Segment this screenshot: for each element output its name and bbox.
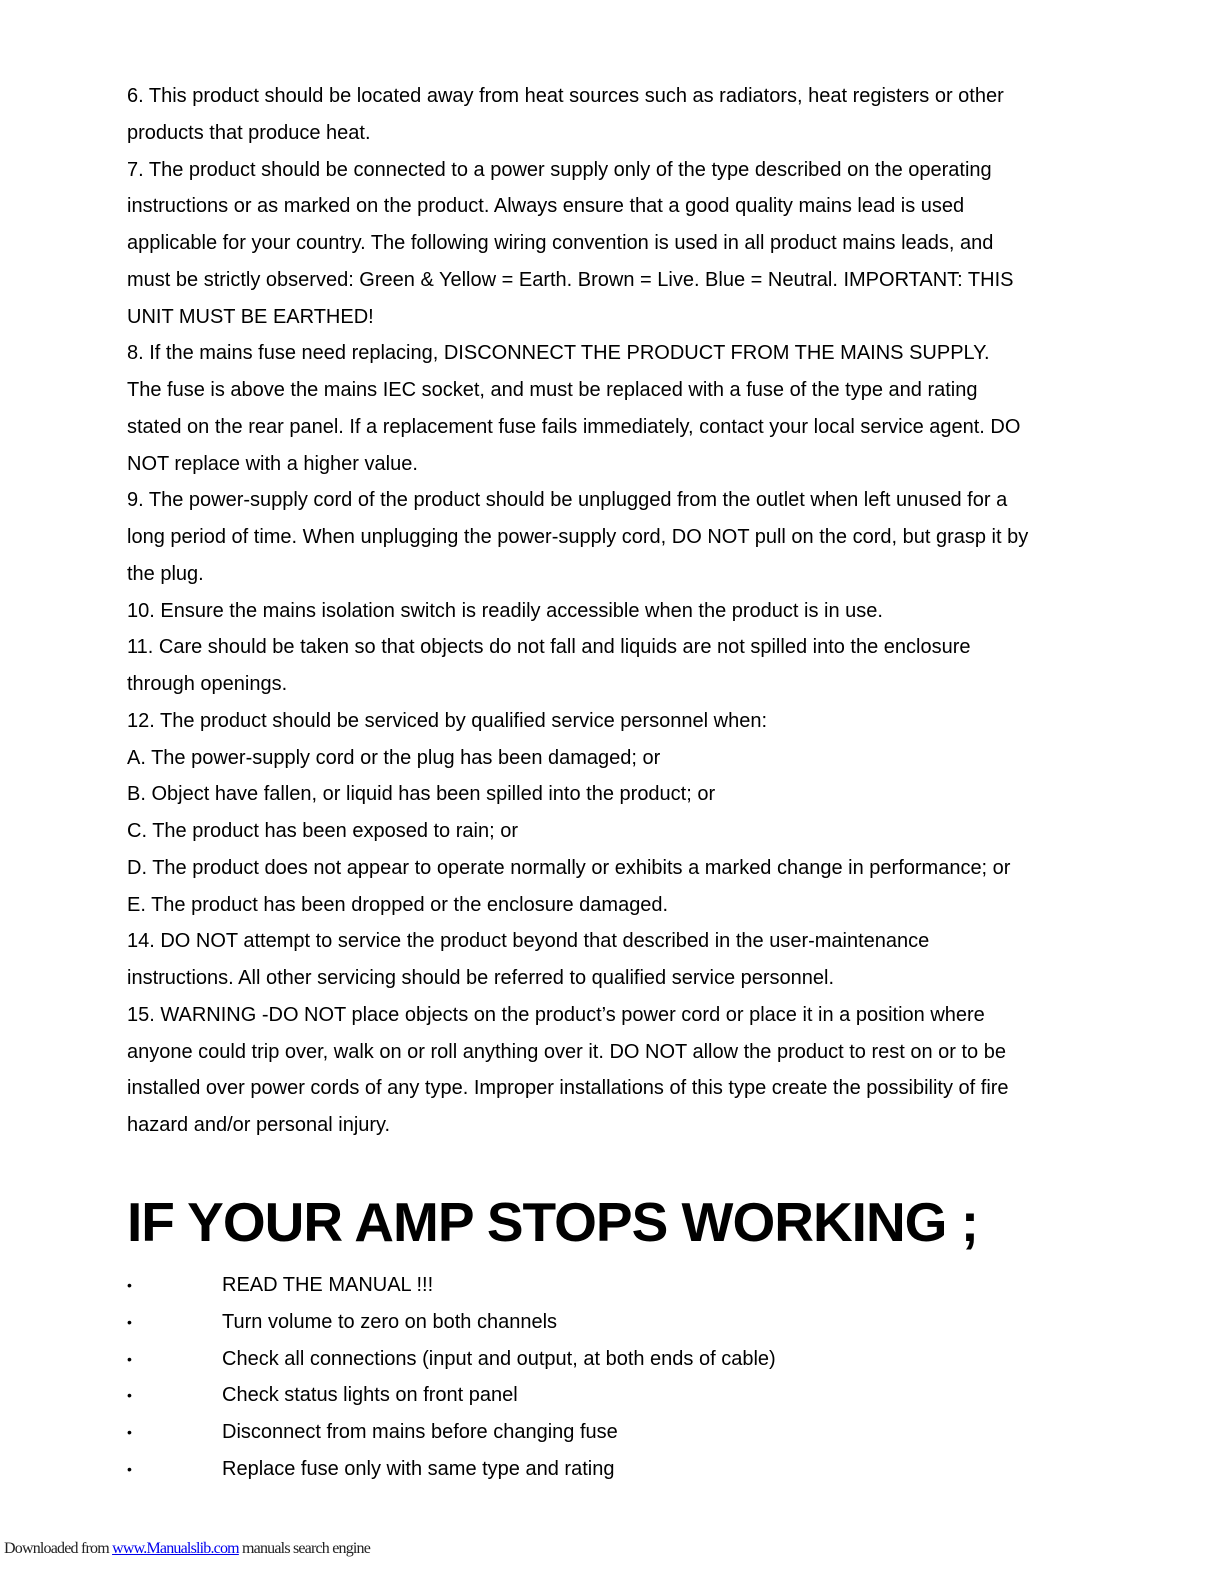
- bullet-icon: •: [127, 1460, 132, 1477]
- paragraph-line: instructions or as marked on the product. Always ensure that a good quality mains lead is used: [127, 195, 965, 218]
- paragraph-line: applicable for your country. The following wiring convention is used in all product mains leads, and: [127, 232, 994, 254]
- paragraph-line: 6. This product should be located away from heat sources such as radiators, heat registers or other: [127, 85, 1004, 107]
- paragraph: [127, 891, 1127, 928]
- paragraph-line: The fuse is above the mains IEC socket, and must be replaced with a fuse of the type and rating: [127, 379, 978, 401]
- bullet-icon: •: [127, 1424, 132, 1440]
- paragraph-line: anyone could trip over, walk on or roll anything over it. DO NOT allow the product to rest on or to be: [127, 1040, 1006, 1063]
- list-item-text: Disconnect from mains before changing fuse: [222, 1421, 618, 1443]
- paragraph-line: instructions. All other servicing should be referred to qualified service personnel.: [127, 967, 835, 989]
- paragraph-line: 9. The power-supply cord of the product should be unplugged from the outlet when left unused for a: [127, 489, 1008, 512]
- safety-instructions: [127, 82, 1127, 1148]
- list-item-text: Check status lights on front panel: [222, 1384, 518, 1407]
- footer-prefix: Downloaded from: [4, 1540, 113, 1557]
- list-item-text: READ THE MANUAL !!!: [222, 1274, 434, 1296]
- paragraph: [127, 156, 1127, 340]
- paragraph-line: 15. WARNING -DO NOT place objects on the product’s power cord or place it in a position where: [127, 1003, 985, 1026]
- section-heading: IF YOUR AMP STOPS WORKING ;: [127, 1191, 979, 1253]
- paragraph-line: D. The product does not appear to operate normally or exhibits a marked change in performance; or: [127, 856, 1011, 879]
- paragraph: [127, 744, 1127, 781]
- paragraph: [127, 854, 1127, 891]
- paragraph-line: 10. Ensure the mains isolation switch is readily accessible when the product is in use.: [127, 599, 883, 622]
- paragraph-line: 14. DO NOT attempt to service the product beyond that described in the user-maintenance: [127, 930, 930, 953]
- paragraph: [127, 707, 1127, 744]
- paragraph-line: E. The product has been dropped or the enclosure damaged.: [127, 893, 669, 916]
- paragraph-line: B. Object have fallen, or liquid has been spilled into the product; or: [127, 783, 716, 806]
- paragraph-line: the plug.: [127, 562, 204, 585]
- paragraph-line: UNIT MUST BE EARTHED!: [127, 305, 374, 328]
- paragraph-line: 8. If the mains fuse need replacing, DISCONNECT THE PRODUCT FROM THE MAINS SUPPLY.: [127, 342, 990, 365]
- footer-suffix: manuals search engine: [238, 1540, 371, 1557]
- bullet-icon: •: [127, 1387, 132, 1404]
- paragraph-line: stated on the rear panel. If a replacement fuse fails immediately, contact your local service agent. DO: [127, 415, 1021, 438]
- paragraph-line: C. The product has been exposed to rain; or: [127, 820, 518, 842]
- paragraph-line: through openings.: [127, 673, 288, 695]
- paragraph-line: 7. The product should be connected to a power supply only of the type described on the operating: [127, 158, 992, 181]
- paragraph: [127, 597, 1127, 634]
- paragraph: [127, 817, 1127, 854]
- paragraph: [127, 82, 1127, 156]
- paragraph-line: installed over power cords of any type. Improper installations of this type create the possibility of fire: [127, 1077, 1009, 1100]
- bullet-icon: •: [127, 1313, 132, 1330]
- paragraph: [127, 486, 1127, 596]
- bullet-icon: •: [127, 1350, 132, 1367]
- paragraph-line: 11. Care should be taken so that objects do not fall and liquids are not spilled into the enclosure: [127, 636, 971, 659]
- list-item-text: Check all connections (input and output, at both ends of cable): [222, 1347, 776, 1370]
- paragraph: [127, 780, 1127, 817]
- paragraph-line: 12. The product should be serviced by qualified service personnel when:: [127, 709, 768, 732]
- footer: [4, 1540, 370, 1558]
- paragraph-line: NOT replace with a higher value.: [127, 452, 418, 475]
- paragraph: [127, 339, 1127, 486]
- list-item-text: Replace fuse only with same type and rating: [222, 1457, 615, 1480]
- paragraph-line: must be strictly observed: Green & Yellow = Earth. Brown = Live. Blue = Neutral. IMPORTANT: THIS: [127, 268, 1014, 291]
- list-item-text: Turn volume to zero on both channels: [222, 1310, 558, 1333]
- paragraph: [127, 1001, 1127, 1148]
- paragraph: [127, 633, 1127, 707]
- paragraph: [127, 927, 1127, 1001]
- paragraph-line: A. The power-supply cord or the plug has been damaged; or: [127, 746, 661, 769]
- manualslib-link[interactable]: www.Manualslib.com: [112, 1540, 239, 1557]
- bullet-icon: •: [127, 1277, 132, 1293]
- paragraph-line: long period of time. When unplugging the power-supply cord, DO NOT pull on the cord, but grasp it by: [127, 526, 1029, 548]
- paragraph-line: hazard and/or personal injury.: [127, 1114, 391, 1136]
- paragraph-line: products that produce heat.: [127, 121, 371, 144]
